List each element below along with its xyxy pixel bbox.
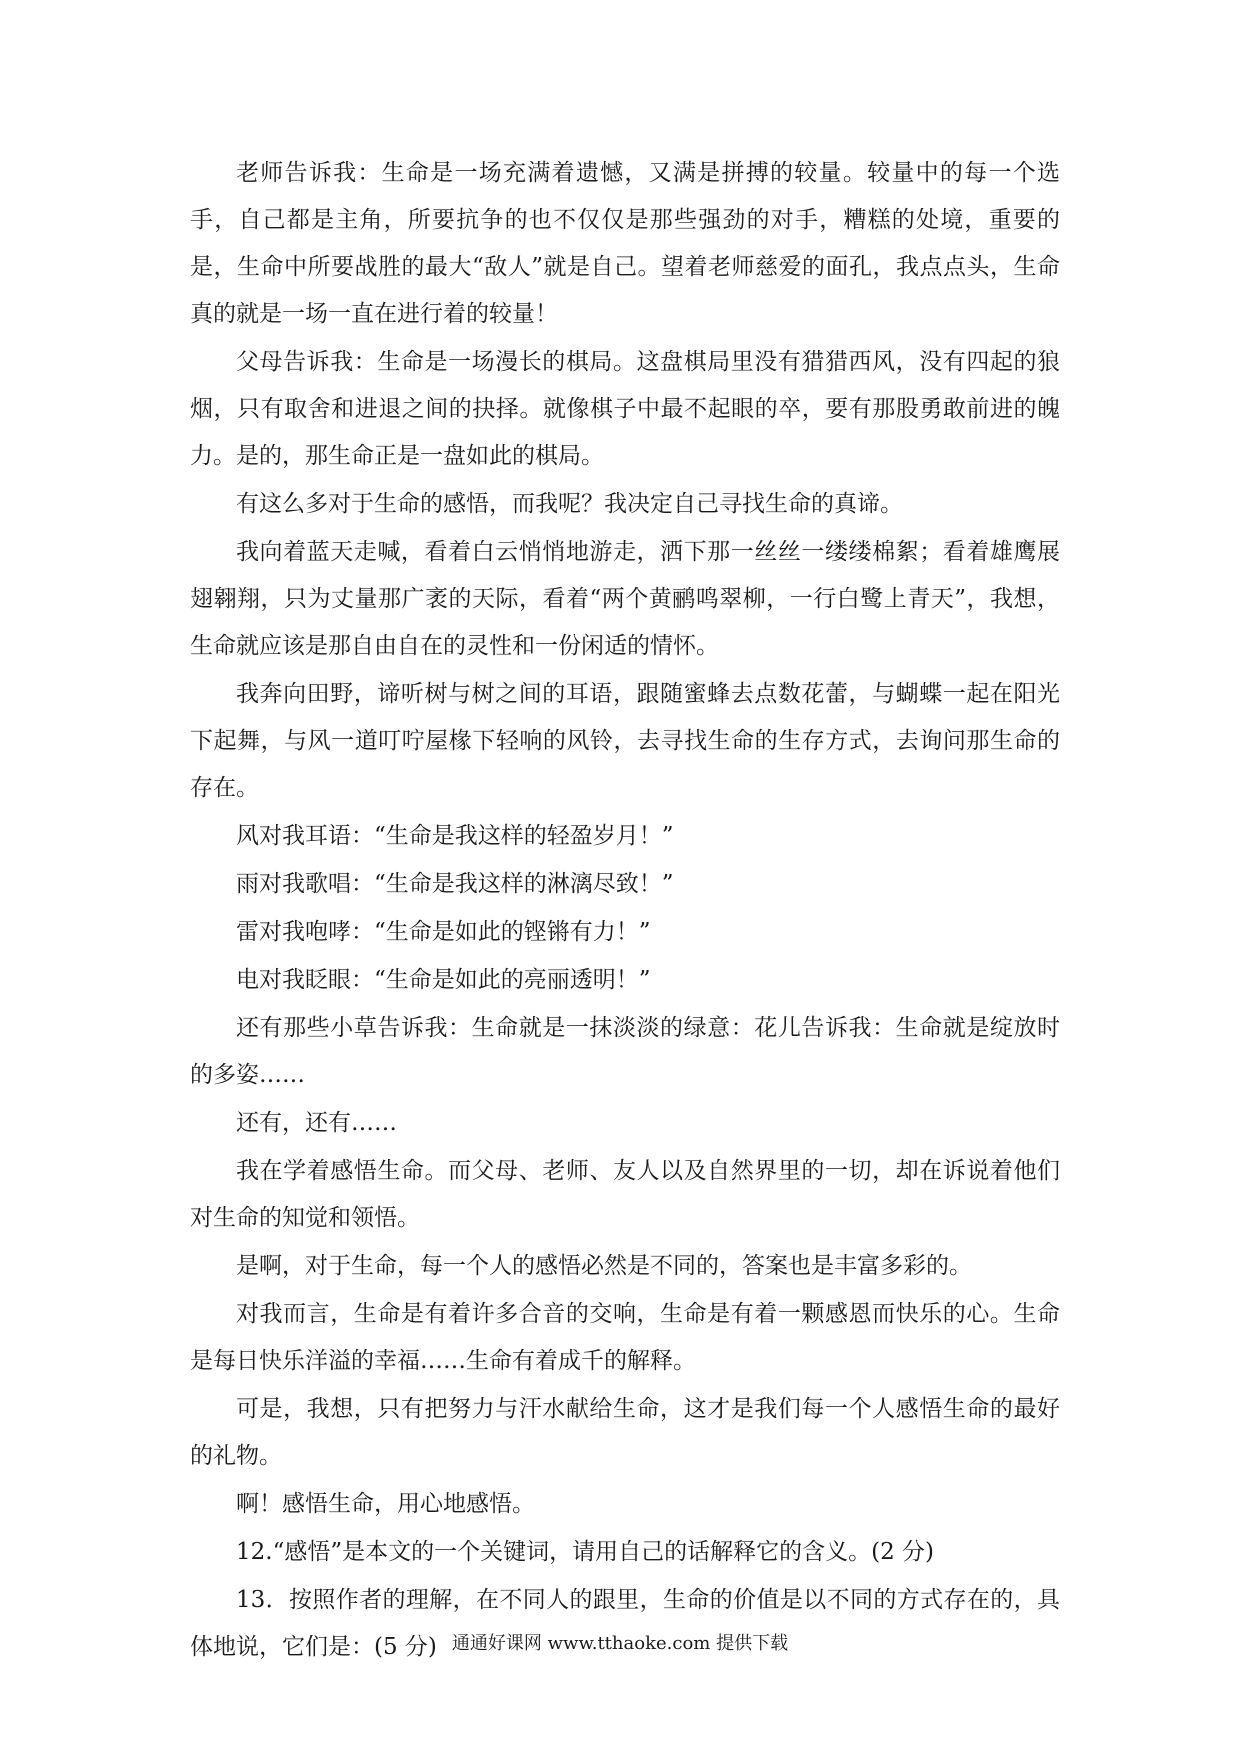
- question-13: 13．按照作者的理解，在不同人的跟里，生命的价值是以不同的方式存在的，具体地说，它们是：(5 分): [190, 1587, 1060, 1660]
- paragraph-teacher: 老师告诉我：生命是一场充满着遗憾，又满是拼搏的较量。较量中的每一个选手，自己都是主角，所要抗争的也不仅仅是那些强劲的对手，糟糕的处境，重要的是，生命中所要战胜的最大“敌人”就是自己。望着老师慈爱的面孔，我点点头，生命真的就是一场一直在进行着的较量！: [190, 160, 1060, 327]
- paragraph-learning: 我在学着感悟生命。而父母、老师、友人以及自然界里的一切，却在诉说着他们对生命的知觉和领悟。: [190, 1158, 1060, 1231]
- paragraph-grass-flowers: 还有那些小草告诉我：生命就是一抹淡淡的绿意：花儿告诉我：生命就是绽放时的多姿……: [190, 1015, 1060, 1088]
- question-12: 12.“感悟”是本文的一个关键词，请用自己的话解释它的含义。(2 分): [236, 1539, 934, 1565]
- paragraph-lightning: 电对我眨眼：“生命是如此的亮丽透明！”: [236, 967, 651, 993]
- paragraph-closing: 啊！感悟生命，用心地感悟。: [236, 1491, 535, 1517]
- paragraph-for-me: 对我而言，生命是有着许多合音的交响，生命是有着一颗感恩而快乐的心。生命是每日快乐洋溢的幸福……生命有着成千的解释。: [190, 1301, 1060, 1374]
- paragraph-parents: 父母告诉我：生命是一场漫长的棋局。这盘棋局里没有猎猎西风，没有四起的狼烟，只有取舍和进退之间的抉择。就像棋子中最不起眼的卒，要有那股勇敢前进的魄力。是的，那生命正是一盘如此的棋局。: [190, 349, 1060, 469]
- paragraph-gift: 可是，我想，只有把努力与汗水献给生命，这才是我们每一个人感悟生命的最好的礼物。: [190, 1396, 1060, 1469]
- paragraph-and-more: 还有，还有……: [236, 1110, 397, 1136]
- paragraph-sky: 我向着蓝天走喊，看着白云悄悄地游走，洒下那一丝丝一缕缕棉絮；看着雄鹰展翅翱翔，只为丈量那广袤的天际，看着“两个黄鹂鸣翠柳，一行白鹭上青天”，我想，生命就应该是那自由自在的灵性和一份闲适的情怀。: [190, 539, 1060, 659]
- paragraph-question: 有这么多对于生命的感悟，而我呢？我决定自己寻找生命的真谛。: [236, 491, 903, 517]
- paragraph-wind: 风对我耳语：“生命是我这样的轻盈岁月！”: [236, 823, 674, 849]
- article-body: [190, 150, 1060, 1672]
- page-footer: 通通好课网 www.tthaoke.com 提供下载: [451, 1633, 789, 1654]
- paragraph-fields: 我奔向田野，谛听树与树之间的耳语，跟随蜜蜂去点数花蕾，与蝴蝶一起在阳光下起舞，与风一道叮咛屋椽下轻响的风铃，去寻找生命的生存方式，去询问那生命的存在。: [190, 681, 1060, 801]
- paragraph-rain: 雨对我歌唱：“生命是我这样的淋漓尽致！”: [236, 871, 674, 897]
- paragraph-different: 是啊，对于生命，每一个人的感悟必然是不同的，答案也是丰富多彩的。: [236, 1253, 972, 1279]
- paragraph-thunder: 雷对我咆哮：“生命是如此的铿锵有力！”: [236, 919, 651, 945]
